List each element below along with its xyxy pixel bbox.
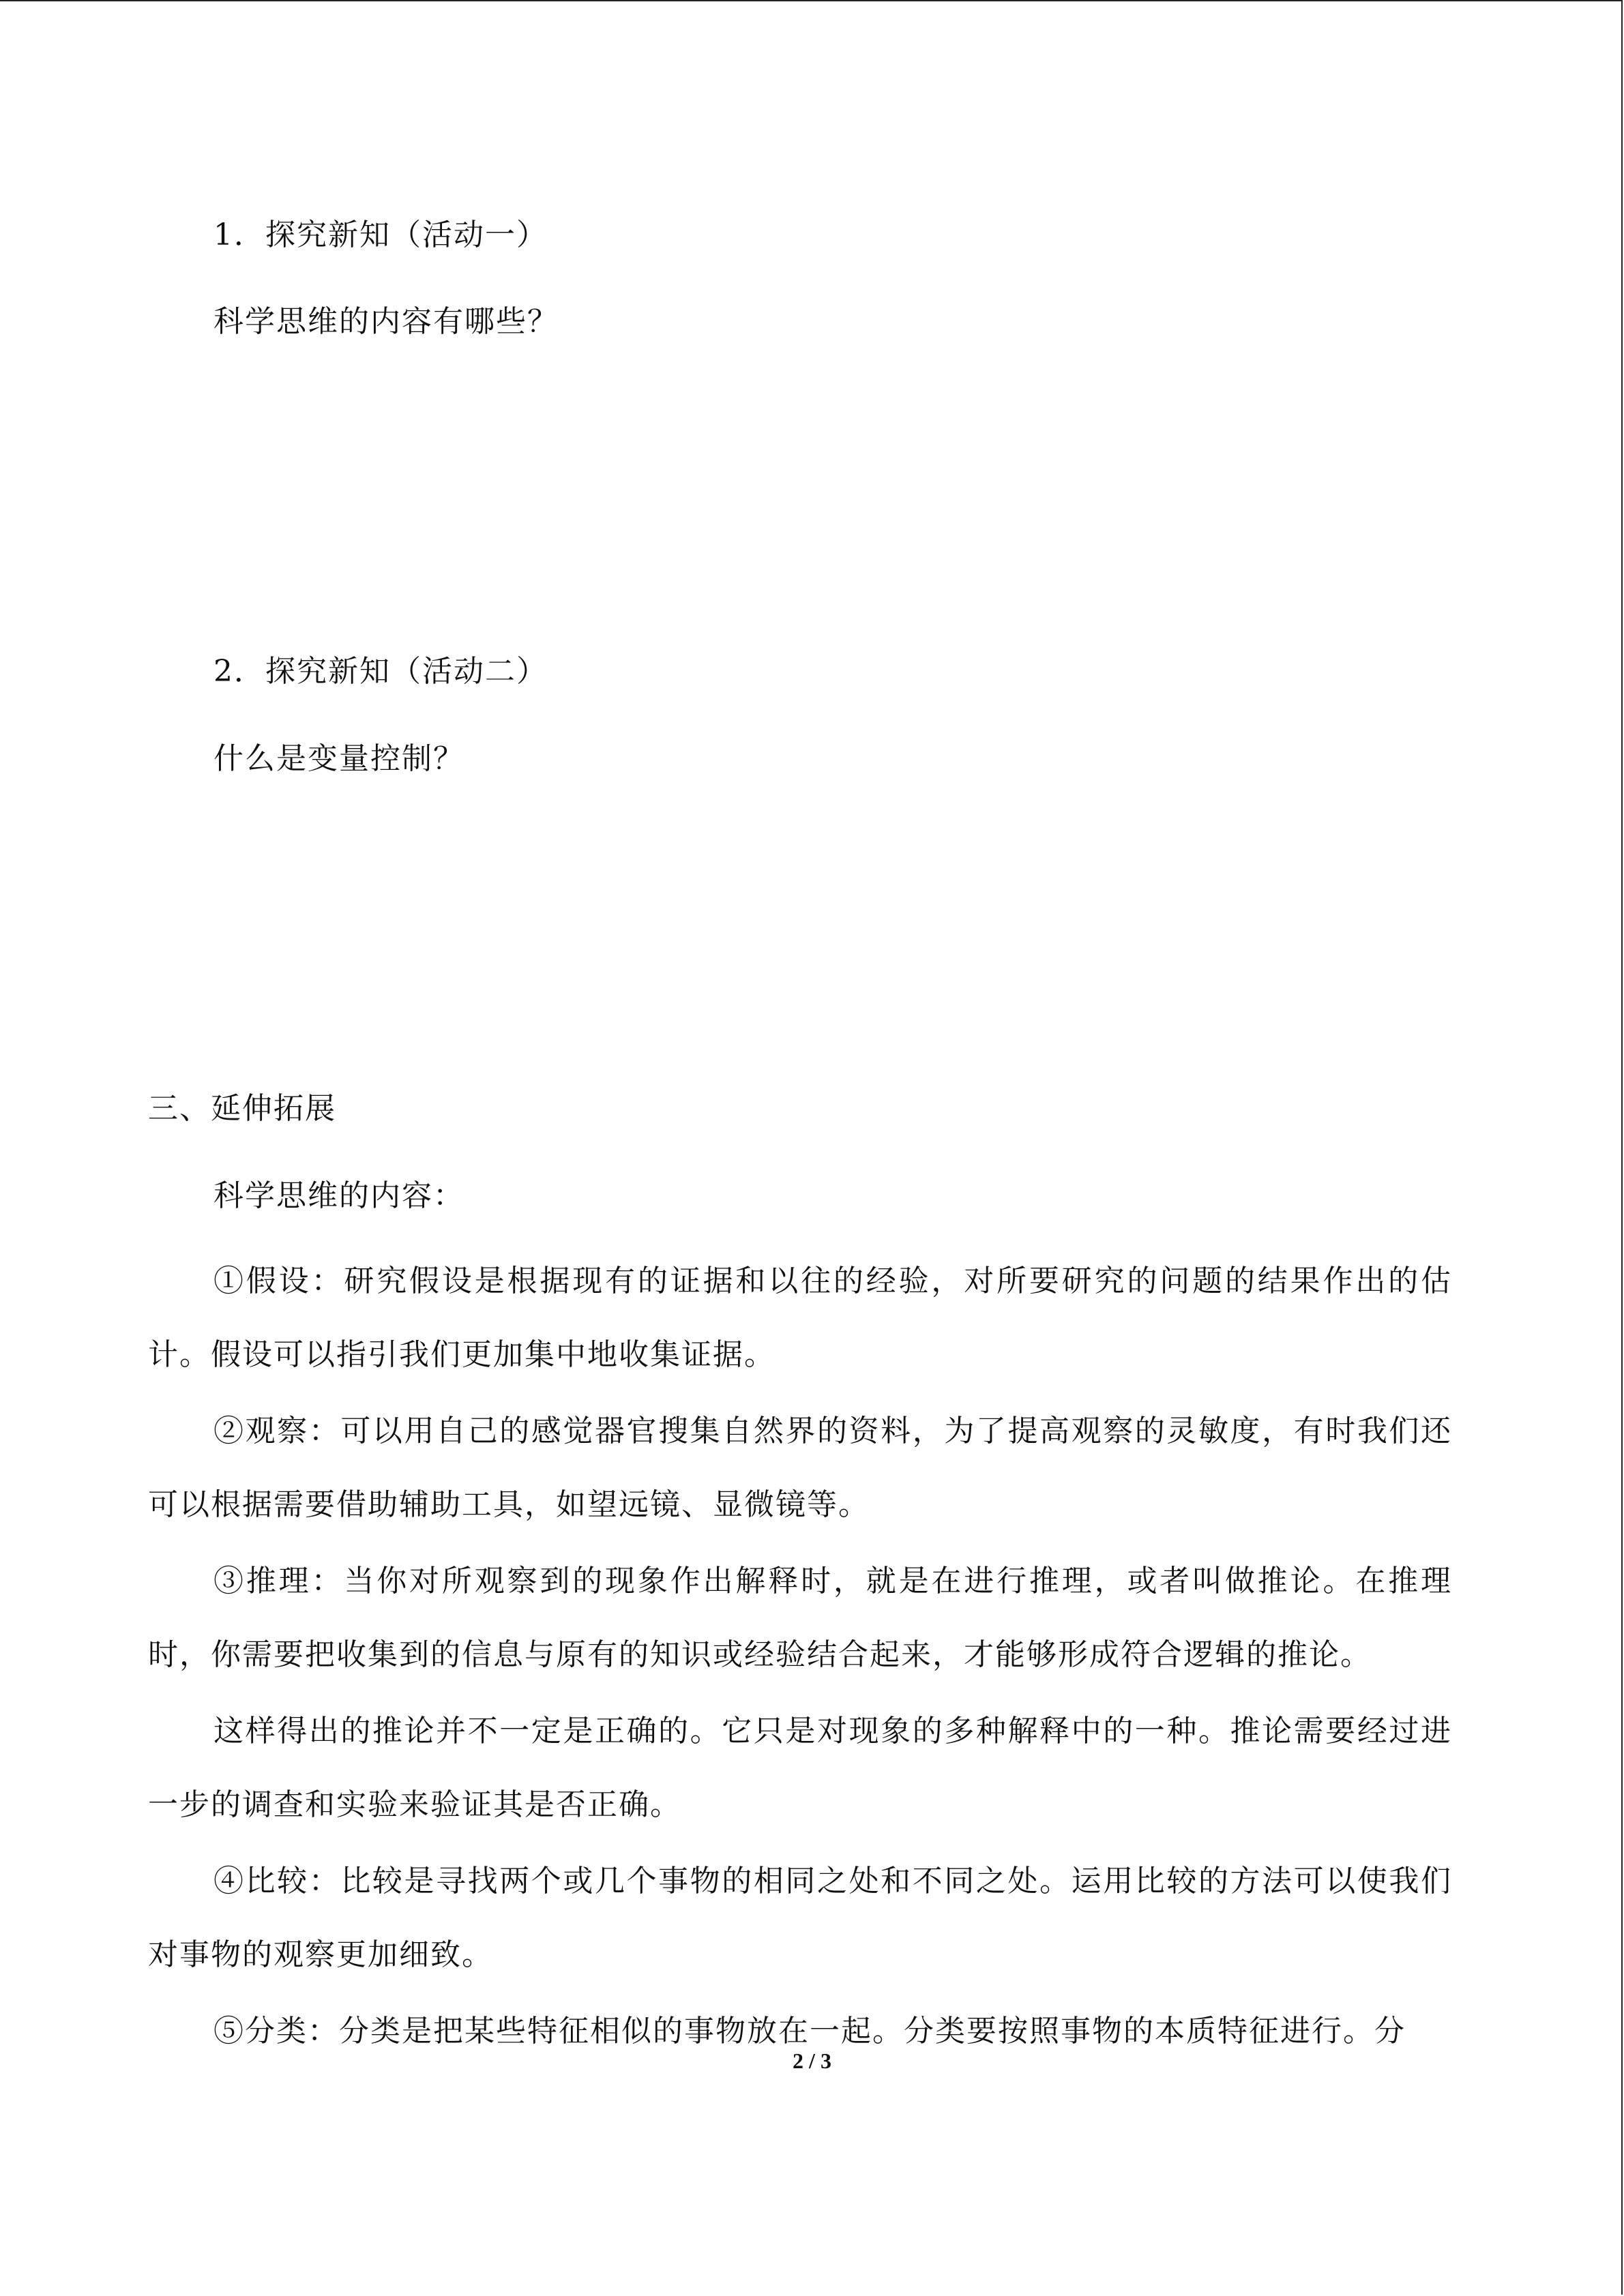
paragraph-observation: ②观察：可以用自己的感觉器官搜集自然界的资料，为了提高观察的灵敏度，有时我们还可以根据需要借助辅助工具，如望远镜、显微镜等。 xyxy=(148,1414,1452,1522)
paragraph-inference-note: 这样得出的推论并不一定是正确的。它只是对现象的多种解释中的一种。推论需要经过进一步的调查和实验来验证其是否正确。 xyxy=(148,1714,1452,1822)
paragraph-classification: ⑤分类：分类是把某些特征相似的事物放在一起。分类要按照事物的本质特征进行。分 xyxy=(213,2014,1406,2048)
paragraph-hypothesis: ①假设：研究假设是根据现有的证据和以往的经验，对所要研究的问题的结果作出的估计。假设可以指引我们更加集中地收集证据。 xyxy=(148,1264,1452,1372)
page-number: 2 / 3 xyxy=(793,2048,831,2073)
section-heading-extension: 三、延伸拓展 xyxy=(148,1091,336,1126)
activity1-question: 科学思维的内容有哪些？ xyxy=(213,304,559,339)
paragraph-comparison: ④比较：比较是寻找两个或几个事物的相同之处和不同之处。运用比较的方法可以使我们对事物的观察更加细致。 xyxy=(148,1864,1452,1972)
activity1-heading: 1．探究新知（活动一） xyxy=(213,218,548,252)
extension-intro: 科学思维的内容： xyxy=(213,1178,464,1213)
paragraph-reasoning: ③推理：当你对所观察到的现象作出解释时，就是在进行推理，或者叫做推论。在推理时，你需要把收集到的信息与原有的知识或经验结合起来，才能够形成符合逻辑的推论。 xyxy=(148,1564,1452,1672)
activity2-question: 什么是变量控制？ xyxy=(213,741,464,776)
activity2-heading: 2．探究新知（活动二） xyxy=(213,654,548,689)
